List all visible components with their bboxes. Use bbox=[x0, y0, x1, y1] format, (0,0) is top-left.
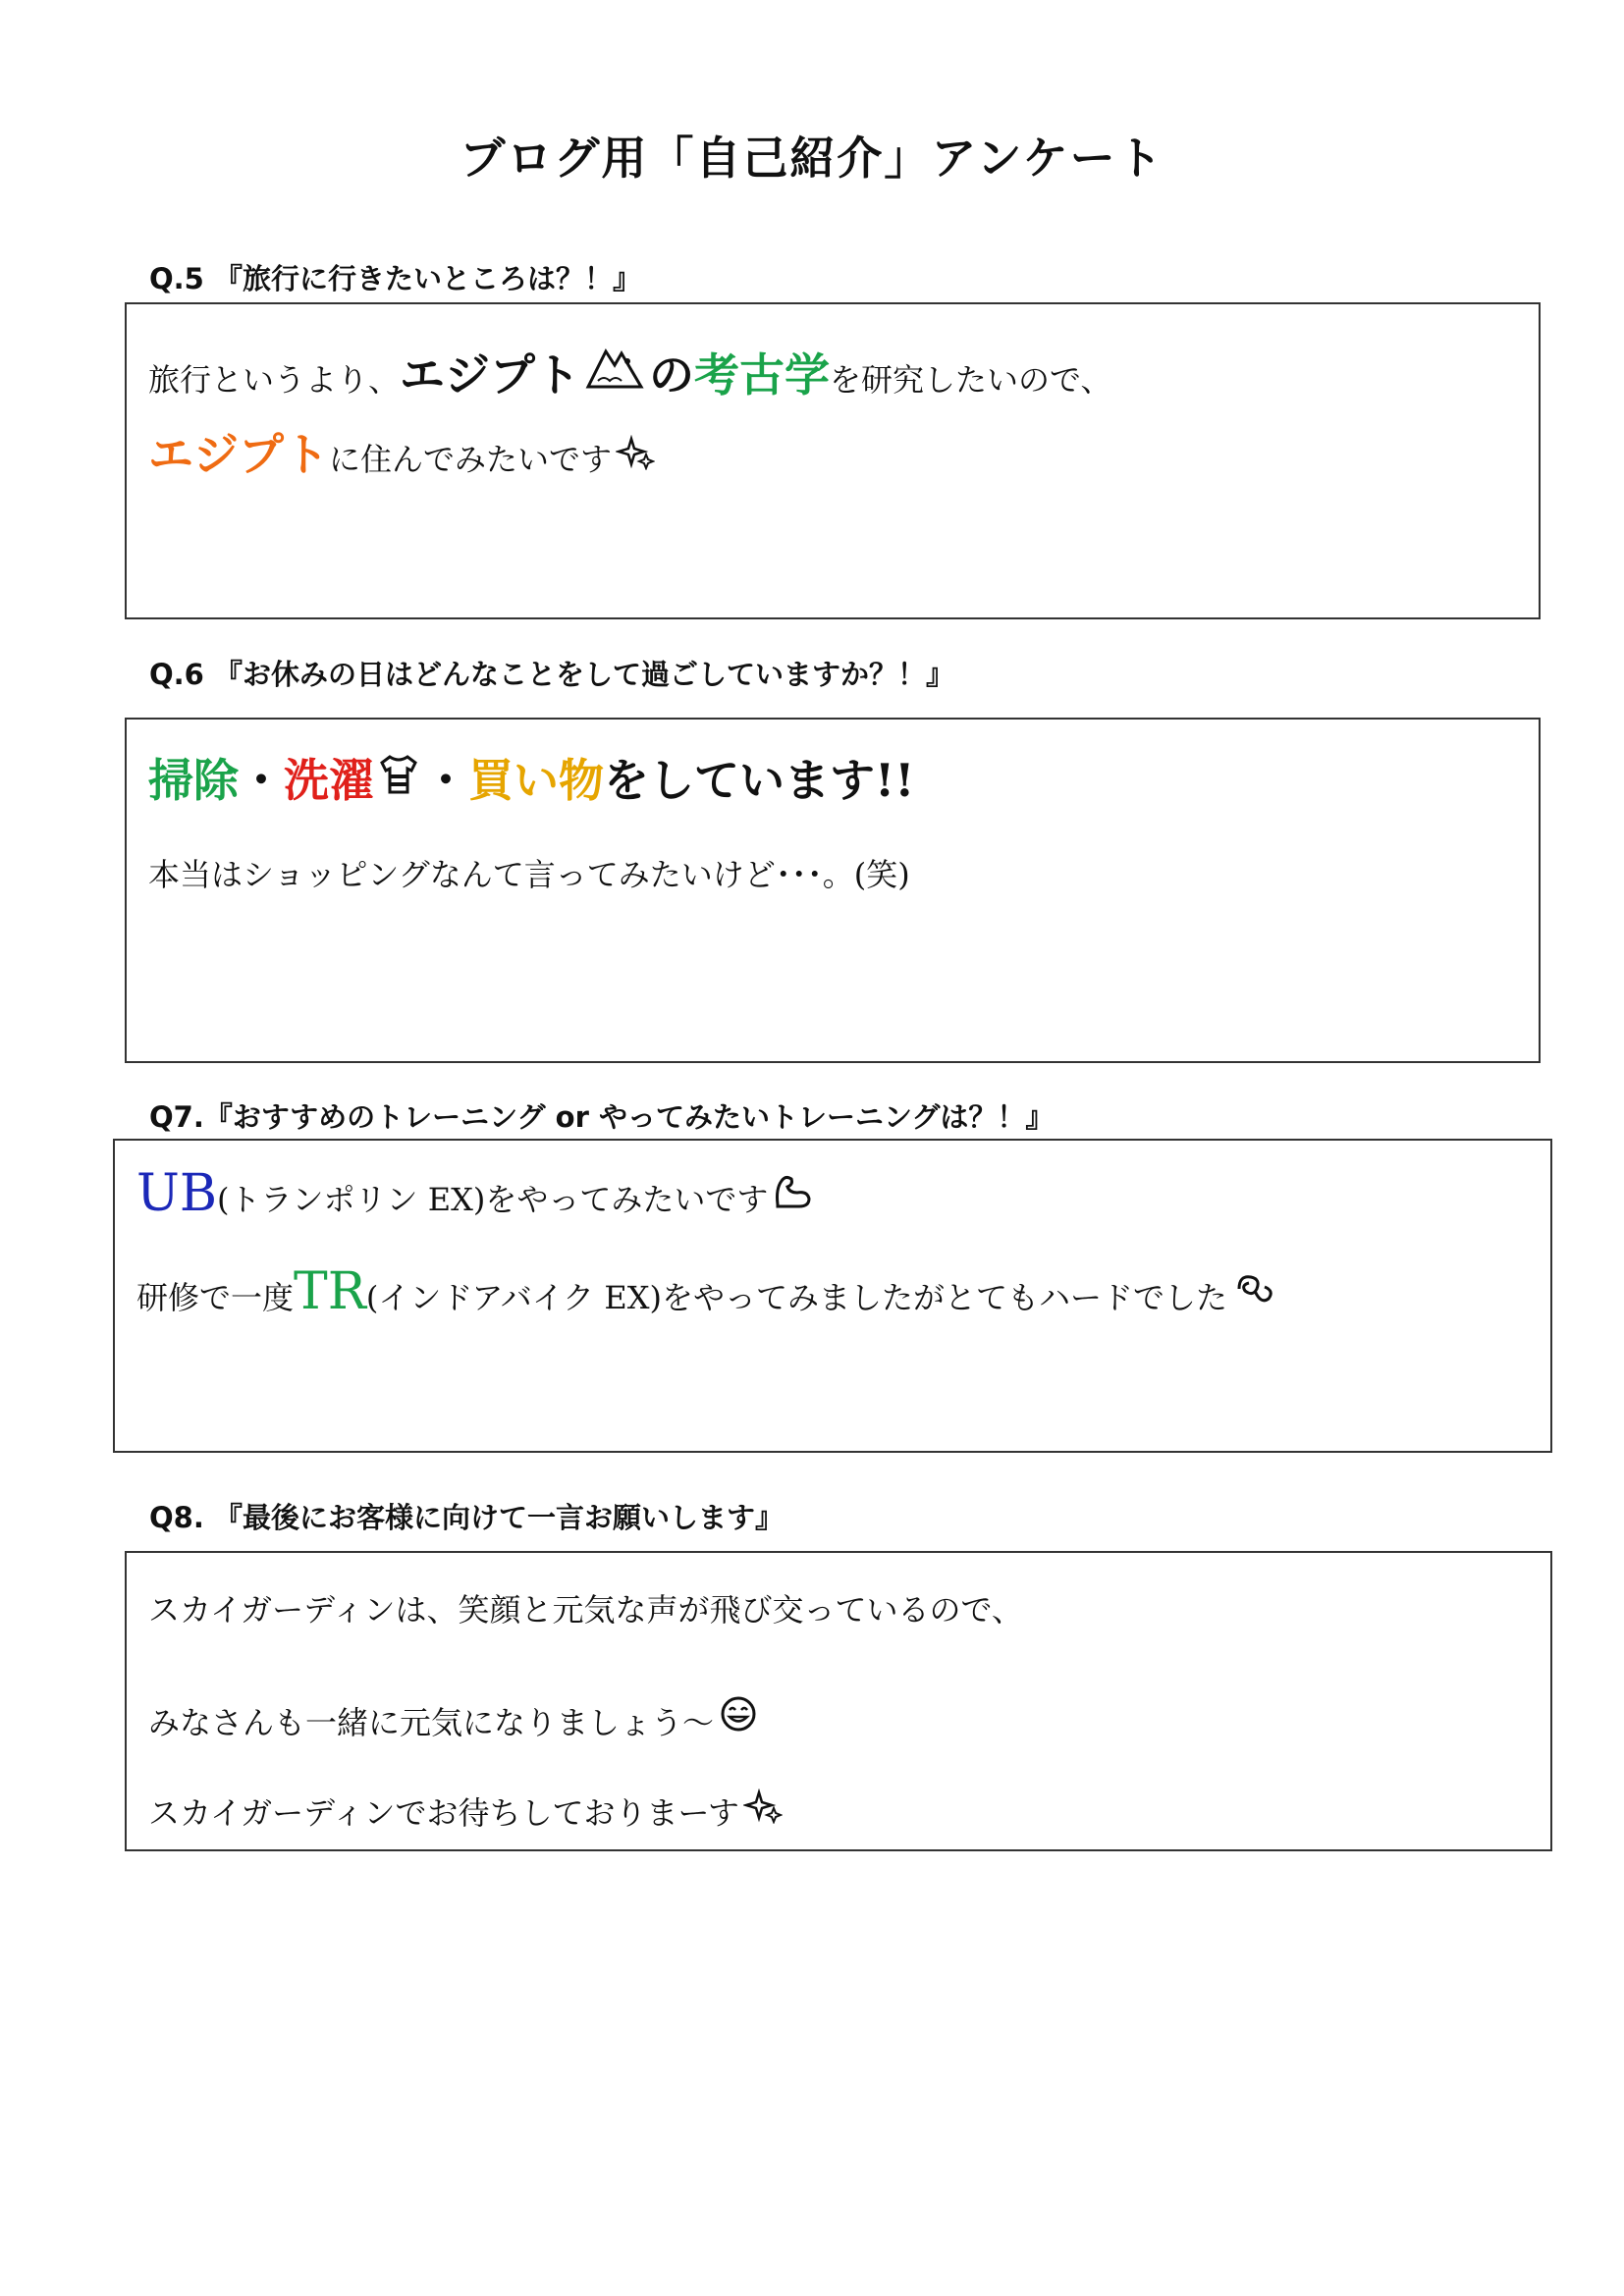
answer-text: を研究したいので、 bbox=[830, 361, 1112, 399]
answer-text: の bbox=[649, 348, 695, 401]
highlight-cleaning: 掃除 bbox=[148, 754, 239, 807]
flexed-arm-icon bbox=[772, 1171, 815, 1216]
answer-8-line-1 bbox=[148, 1591, 1023, 1629]
answer-text: みなさんも一緒に元気になりましょう～ bbox=[148, 1704, 715, 1741]
page-title: ブログ用「自己紹介」アンケート bbox=[460, 132, 1164, 185]
sparkle-icon bbox=[743, 1789, 783, 1830]
answer-text: (インドアバイク EX)をやってみましたがとてもハードでした bbox=[365, 1279, 1227, 1316]
question-8-label: Q8. 『最後にお客様に向けて一言お願いします』 bbox=[149, 1501, 784, 1534]
highlight-laundry: 洗濯 bbox=[284, 754, 374, 807]
answer-text: をしています!! bbox=[604, 754, 915, 807]
question-5-label: Q.5 『旅行に行きたいところは？！』 bbox=[149, 262, 641, 295]
question-6-label: Q.6 『お休みの日はどんなことをして過ごしていますか？！』 bbox=[149, 658, 954, 691]
answer-text: (トランポリン EX)をやってみたいです bbox=[217, 1181, 769, 1218]
question-7-label: Q7.『おすすめのトレーニング or やってみたいトレーニングは？！』 bbox=[149, 1100, 1055, 1134]
answer-7-box bbox=[113, 1139, 1552, 1453]
answer-text: スカイガーディンでお待ちしておりまーす bbox=[148, 1794, 739, 1832]
answer-6-line-2 bbox=[148, 856, 910, 893]
tshirt-icon bbox=[378, 753, 419, 802]
separator-dot: ・ bbox=[423, 754, 468, 807]
answer-8-line-2 bbox=[148, 1694, 763, 1739]
answer-6-box bbox=[125, 718, 1541, 1063]
highlight-egypt: エジプト bbox=[400, 348, 581, 401]
answer-text: 本当はショッピングなんて言ってみたいけど･･･。(笑) bbox=[148, 856, 910, 893]
answer-8-box bbox=[125, 1551, 1552, 1851]
highlight-shopping: 買い物 bbox=[468, 754, 604, 807]
answer-5-line-2 bbox=[148, 428, 659, 481]
answer-7-line-1 bbox=[136, 1164, 819, 1223]
answer-text: 旅行というより、 bbox=[148, 361, 401, 399]
answer-7-line-2 bbox=[136, 1262, 1278, 1321]
answer-6-line-1 bbox=[148, 753, 915, 807]
dizzy-icon bbox=[1231, 1269, 1274, 1314]
highlight-ub: UB bbox=[136, 1164, 218, 1223]
answer-text: に住んでみたいです bbox=[329, 441, 613, 478]
answer-text: 研修で一度 bbox=[136, 1279, 295, 1316]
highlight-egypt-orange: エジプト bbox=[148, 428, 329, 481]
answer-5-box bbox=[125, 302, 1541, 619]
sparkle-icon bbox=[616, 435, 655, 476]
highlight-tr: TR bbox=[294, 1262, 366, 1321]
answer-8-line-3 bbox=[148, 1789, 786, 1830]
separator-dot: ・ bbox=[239, 754, 284, 807]
answer-5-line-1 bbox=[148, 342, 1112, 401]
answer-text: スカイガーディンは、笑顔と元気な声が飛び交っているので、 bbox=[148, 1591, 1023, 1629]
smile-icon bbox=[718, 1694, 759, 1739]
pyramid-icon bbox=[584, 342, 645, 397]
highlight-archaeology: 考古学 bbox=[694, 348, 831, 401]
